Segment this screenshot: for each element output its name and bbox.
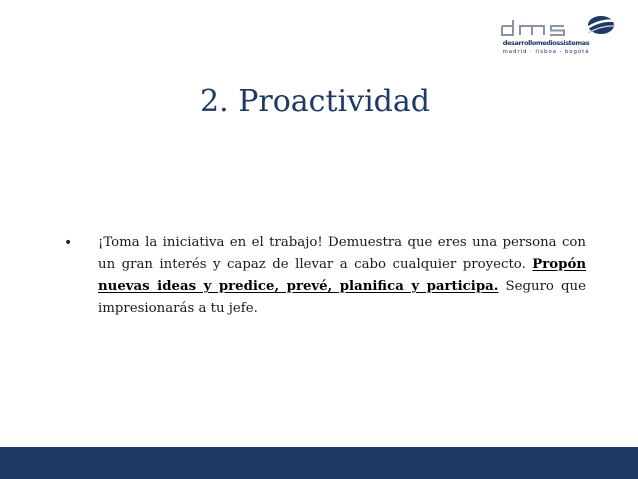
bullet-text [98,232,586,320]
logo-cities-text: madrid · lisboa · bogotá [502,49,590,55]
bullet-marker: • [64,235,73,251]
bullet-text-emphasis: Propón nuevas ideas y predice, prevé, planifica y participa. [98,257,586,294]
footer-bar [0,447,638,479]
bullet-text-outro: Seguro que impresionarás a tu jefe. [98,279,586,316]
bullet-item [64,232,586,320]
logo-brand-text: desarrollomediossistemas [502,39,590,47]
slide-title: 2. Proactividad [200,84,430,119]
dms-logo-mark-icon [498,12,618,40]
slide-content [64,232,586,320]
company-logo [498,12,618,54]
bullet-text-intro: ¡Toma la iniciativa en el trabajo! Demuestra que eres una persona con un gran interés y capaz de llevar a cabo cualquier proyecto. [98,235,586,272]
